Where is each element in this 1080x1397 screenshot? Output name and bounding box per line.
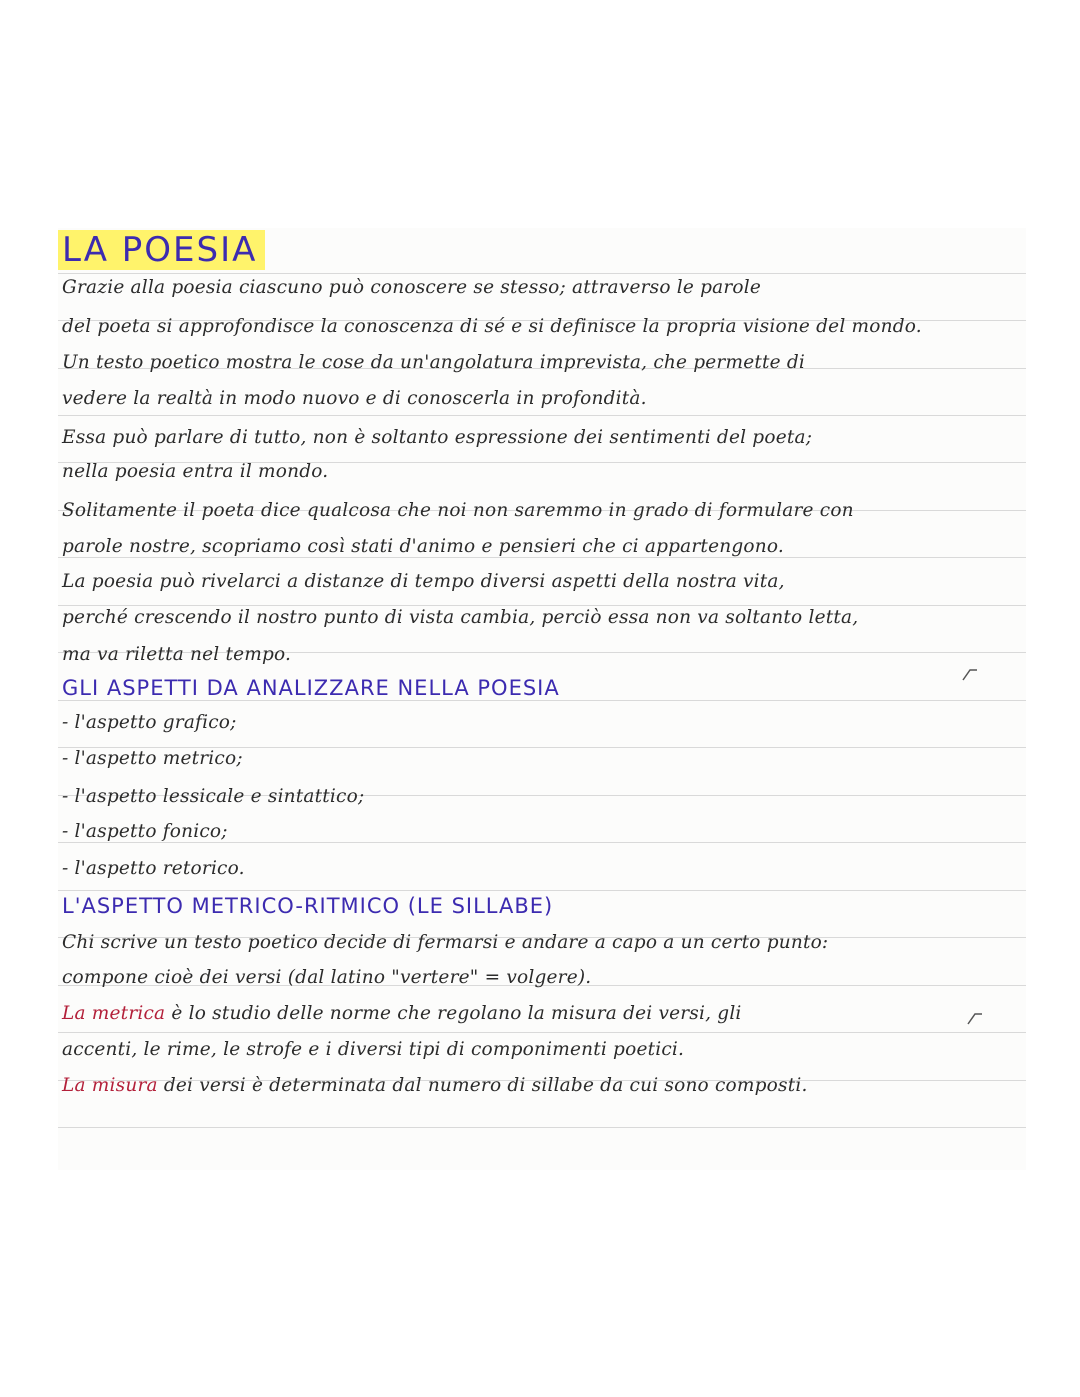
ruled-line bbox=[58, 273, 1026, 274]
ruled-line bbox=[58, 557, 1026, 558]
ruled-line bbox=[58, 842, 1026, 843]
text-line: parole nostre, scopriamo così stati d'animo e pensieri che ci appartengono. bbox=[62, 536, 784, 557]
text-line: vedere la realtà in modo nuovo e di conoscerla in profondità. bbox=[62, 388, 647, 409]
text-line: Solitamente il poeta dice qualcosa che noi non saremmo in grado di formulare con bbox=[62, 500, 854, 521]
text-fragment: è lo studio delle norme che regolano la misura dei versi, gli bbox=[165, 1003, 742, 1024]
list-item: - l'aspetto retorico. bbox=[62, 858, 245, 879]
page-title: LA POESIA bbox=[58, 230, 265, 270]
ruled-line bbox=[58, 1127, 1026, 1128]
ruled-line bbox=[58, 890, 1026, 891]
section-heading: L'ASPETTO METRICO-RITMICO (LE SILLABE) bbox=[62, 894, 554, 918]
text-line: Un testo poetico mostra le cose da un'angolatura imprevista, che permette di bbox=[62, 352, 806, 373]
ruled-line bbox=[58, 415, 1026, 416]
list-item: - l'aspetto metrico; bbox=[62, 748, 243, 769]
text-line: ma va riletta nel tempo. bbox=[62, 644, 292, 665]
list-item: - l'aspetto grafico; bbox=[62, 712, 237, 733]
text-line: Essa può parlare di tutto, non è soltanto espressione dei sentimenti del poeta; bbox=[62, 427, 813, 448]
text-line: del poeta si approfondisce la conoscenza di sé e si definisce la propria visione del mondo. bbox=[62, 316, 922, 337]
text-line: compone cioè dei versi (dal latino "vertere" = volgere). bbox=[62, 967, 592, 988]
term-misura: La misura bbox=[62, 1075, 158, 1096]
text-line bbox=[62, 1075, 808, 1096]
text-line: nella poesia entra il mondo. bbox=[62, 461, 329, 482]
ruled-line bbox=[58, 700, 1026, 701]
list-item: - l'aspetto fonico; bbox=[62, 821, 228, 842]
text-fragment: dei versi è determinata dal numero di sillabe da cui sono composti. bbox=[157, 1075, 808, 1096]
text-line: accenti, le rime, le strofe e i diversi tipi di componimenti poetici. bbox=[62, 1039, 685, 1060]
ruled-line bbox=[58, 1032, 1026, 1033]
section-heading: GLI ASPETTI DA ANALIZZARE NELLA POESIA bbox=[62, 676, 560, 700]
text-line: Chi scrive un testo poetico decide di fermarsi e andare a capo a un certo punto: bbox=[62, 932, 829, 953]
hook-mark-icon bbox=[960, 664, 980, 684]
text-line: perché crescendo il nostro punto di vista cambia, perciò essa non va soltanto letta, bbox=[62, 607, 859, 628]
text-line bbox=[62, 1003, 742, 1024]
term-metrica: La metrica bbox=[62, 1003, 166, 1024]
text-line: La poesia può rivelarci a distanze di tempo diversi aspetti della nostra vita, bbox=[62, 571, 785, 592]
hook-mark-icon bbox=[965, 1008, 985, 1028]
ruled-line bbox=[58, 605, 1026, 606]
list-item: - l'aspetto lessicale e sintattico; bbox=[62, 786, 365, 807]
text-line: Grazie alla poesia ciascuno può conoscere se stesso; attraverso le parole bbox=[62, 277, 762, 298]
